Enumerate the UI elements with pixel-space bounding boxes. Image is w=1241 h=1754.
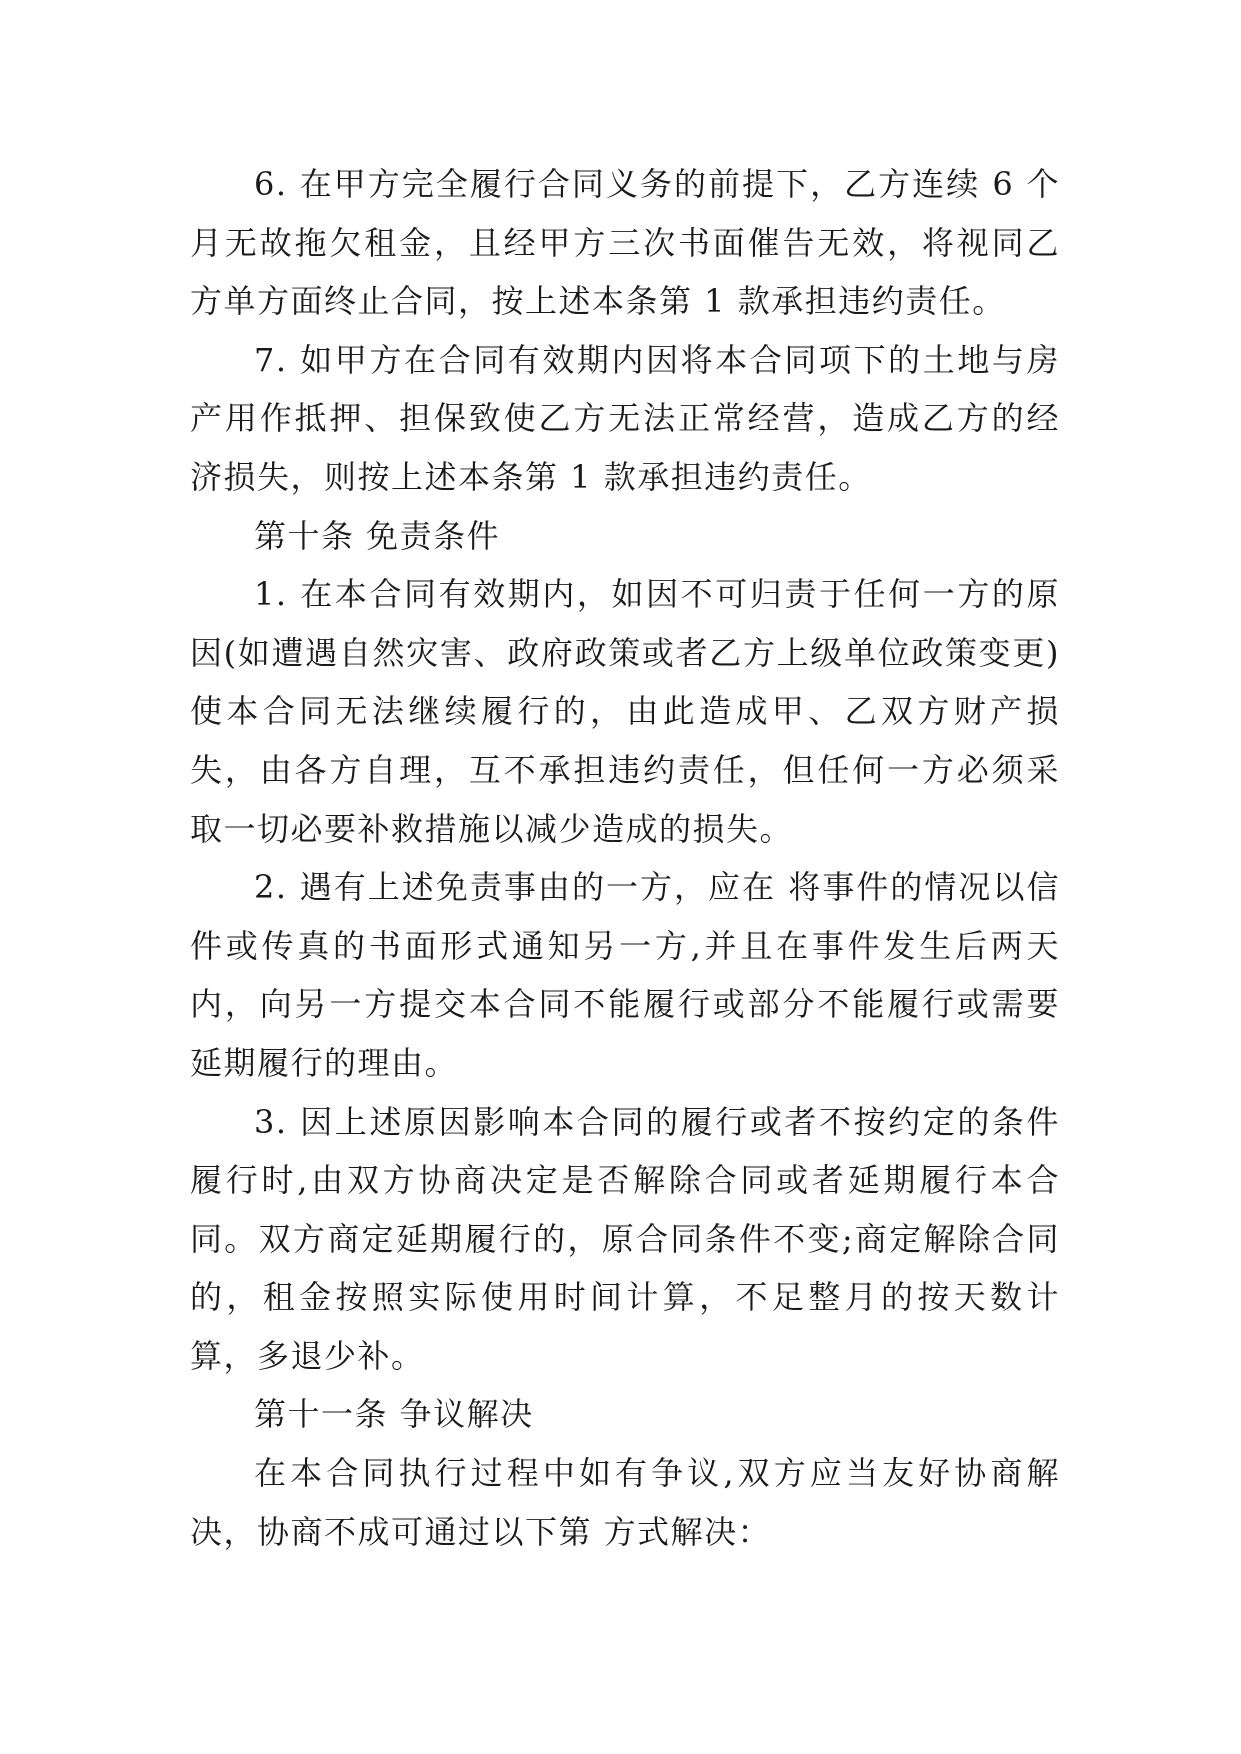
clause-10-item-3: 3. 因上述原因影响本合同的履行或者不按约定的条件履行时,由双方协商决定是否解除合同或者延期履行本合同。双方商定延期履行的，原合同条件不变;商定解除合同的，租金按照实际使用时间计算，不足整月的按天数计算，多退少补。: [190, 1102, 1060, 1375]
clause-9-item-7: 7. 如甲方在合同有效期内因将本合同项下的土地与房产用作抵押、担保致使乙方无法正常经营，造成乙方的经济损失，则按上述本条第 1 款承担违约责任。: [190, 340, 1060, 496]
clause-10-item-1: 1. 在本合同有效期内，如因不可归责于任何一方的原因(如遭遇自然灾害、政府政策或者乙方上级单位政策变更)使本合同无法继续履行的，由此造成甲、乙双方财产损失，由各方自理，互不承担违约责任，但任何一方必须采取一切必要补救措施以减少造成的损失。: [190, 575, 1060, 848]
clause-10-heading: 第十条 免责条件: [254, 516, 501, 555]
clause-11-body: 在本合同执行过程中如有争议,双方应当友好协商解决，协商不成可通过以下第 方式解决：: [190, 1454, 1060, 1551]
document-body: [190, 155, 1060, 1561]
clause-10-item-2: 2. 遇有上述免责事由的一方，应在 将事件的情况以信件或传真的书面形式通知另一方,并且在事件发生后两天内，向另一方提交本合同不能履行或部分不能履行或需要延期履行的理由。: [190, 868, 1060, 1082]
clause-9-item-6: 6. 在甲方完全履行合同义务的前提下，乙方连续 6 个月无故拖欠租金，且经甲方三次书面催告无效，将视同乙方单方面终止合同，按上述本条第 1 款承担违约责任。: [190, 165, 1060, 321]
clause-11-heading: 第十一条 争议解决: [254, 1395, 534, 1434]
